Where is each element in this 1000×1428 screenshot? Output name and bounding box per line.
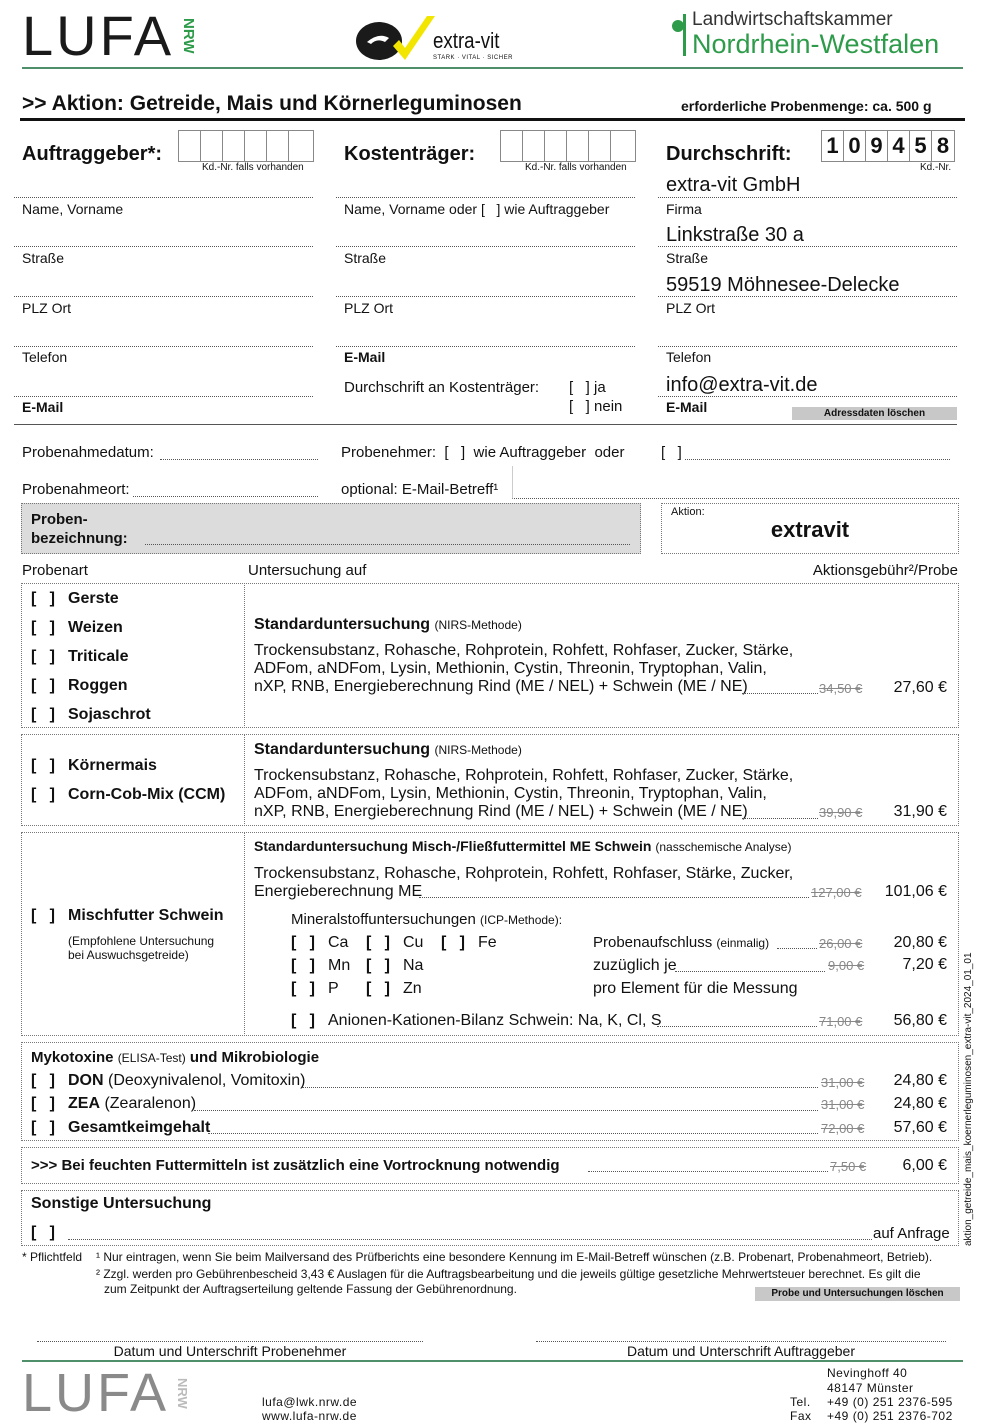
lwk-line2: Nordrhein-Westfalen xyxy=(692,29,940,59)
durchschrift-street-label: Straße xyxy=(666,250,709,266)
copy-to-payer-yes[interactable]: [ ] ja xyxy=(569,379,606,396)
leader-dots xyxy=(675,958,825,972)
checkbox[interactable]: [ ] xyxy=(31,648,55,665)
checkbox[interactable]: [ ] xyxy=(31,786,55,803)
clear-address-button[interactable]: Adressdaten löschen xyxy=(792,407,957,420)
other-title: Sonstige Untersuchung xyxy=(31,1195,212,1212)
mineral-grid: [ ] Ca [ ] Cu [ ] Fe [ ] Mn [ ] Na [ ] P [ ] Zn xyxy=(291,934,497,1003)
old-price: 34,50 € xyxy=(819,681,863,696)
per-element-note: pro Element für die Messung xyxy=(593,980,798,997)
lwk-line1: Landwirtschaftskammer xyxy=(692,9,893,30)
compound-note-1: (Empfohlene Untersuchung xyxy=(68,934,215,948)
sample-name-label-1: Proben- xyxy=(31,511,88,528)
list-item[interactable]: [ ] Roggen xyxy=(31,677,151,706)
sampling-place-input[interactable] xyxy=(133,481,318,497)
checkbox[interactable]: [ ] xyxy=(291,934,315,951)
list-item[interactable]: [ ] Gerste xyxy=(31,590,151,619)
client-signature-label: Datum und Unterschrift Auftraggeber xyxy=(626,1343,855,1359)
auftraggeber-phone-label: Telefon xyxy=(22,349,68,365)
checkbox[interactable]: [ ] xyxy=(31,619,55,636)
kostentraeger-name-input[interactable] xyxy=(336,172,635,198)
sampling-date-input[interactable] xyxy=(160,444,318,460)
checkbox[interactable]: [ ] xyxy=(31,757,55,774)
footnote-2b: zum Zeitpunkt der Auftragserteilung geltende Fassung der Gebührenordnung. xyxy=(104,1282,517,1296)
checkbox[interactable]: [ ] xyxy=(366,980,390,997)
checkbox[interactable]: [ ] xyxy=(291,1012,315,1029)
price: 31,90 € xyxy=(893,803,947,820)
price: 57,60 € xyxy=(893,1119,947,1136)
kostentraeger-kdnr-field[interactable] xyxy=(500,130,636,162)
block2-line3: nXP, RNB, Energieberechnung Rind (ME / NEL) + Schwein (ME / NE) xyxy=(254,803,748,820)
compound-note-2: bei Auswuchsgetreide) xyxy=(68,948,189,962)
title-rule xyxy=(20,118,965,121)
old-price: 7,50 € xyxy=(830,1159,867,1174)
page-title: >> Aktion: Getreide, Mais und Körnerleguminosen xyxy=(22,92,522,115)
checkbox[interactable]: [ ] xyxy=(31,677,55,694)
price: 101,06 € xyxy=(884,883,947,900)
checkbox[interactable]: [ ] xyxy=(31,1072,55,1089)
block2-line1: Trockensubstanz, Rohasche, Rohprotein, Rohfett, Rohfaser, Zucker, Stärke, xyxy=(254,767,794,784)
checkbox[interactable]: [ ] xyxy=(291,980,315,997)
sampler-label[interactable]: Probenehmer: [ ] wie Auftraggeber oder xyxy=(341,444,625,461)
durchschrift-kd-note: Kd.-Nr. xyxy=(920,162,952,173)
lwk-bar-icon xyxy=(683,14,686,56)
leader-dots xyxy=(742,805,818,819)
sampling-place-label: Probenahmeort: xyxy=(22,481,130,498)
list-item[interactable]: [ ] Weizen xyxy=(31,619,151,648)
myko-title: Mykotoxine (ELISA-Test) und Mikrobiologie xyxy=(31,1049,320,1066)
leader-dots xyxy=(588,1158,828,1172)
drying-text: >>> Bei feuchten Futtermitteln ist zusätzlich eine Vortrocknung notwendig xyxy=(31,1157,560,1174)
footnote-2a: ² Zzgl. werden pro Gebührenbescheid 3,43 € Auslagen für die Auftragsbearbeitung und die jeweils gültige gesetzliche Mehrwertsteuer berechnet. Es gilt die xyxy=(96,1267,921,1281)
block2-line2: ADFom, aNDFom, Lysin, Methionin, Cystin, Threonin, Tryptophan, Valin, xyxy=(254,785,767,802)
leader-dots xyxy=(194,1097,818,1111)
block1-line1: Trockensubstanz, Rohasche, Rohprotein, Rohfett, Rohfaser, Zucker, Stärke, xyxy=(254,642,794,659)
other-input[interactable] xyxy=(68,1226,872,1240)
auftraggeber-email-label: E-Mail xyxy=(22,399,64,415)
checkbox[interactable]: [ ] xyxy=(31,1095,55,1112)
old-price: 31,00 € xyxy=(821,1097,865,1112)
kostentraeger-plz-input[interactable] xyxy=(336,270,635,297)
col-header-analysis: Untersuchung auf xyxy=(248,562,367,579)
client-signature-line[interactable] xyxy=(536,1330,946,1342)
price: 20,80 € xyxy=(893,934,947,951)
block3-line2: Energieberechnung ME xyxy=(254,883,423,900)
checkbox[interactable]: [ ] xyxy=(31,706,55,723)
price: 27,60 € xyxy=(893,679,947,696)
leader-dots xyxy=(208,1120,818,1134)
durchschrift-phone-label: Telefon xyxy=(666,349,712,365)
kostentraeger-street-input[interactable] xyxy=(336,220,635,247)
kd-digit: 5 xyxy=(910,131,932,161)
per-element-label: zuzüglich je xyxy=(593,957,677,974)
auftraggeber-plz-label: PLZ Ort xyxy=(22,300,72,316)
durchschrift-phone-input[interactable] xyxy=(658,320,957,347)
footnote-1: ¹ Nur eintragen, wenn Sie beim Mailversand des Prüfberichts eine besondere Kennung im E-Mail-Betreff wünschen (z.B. Probenart, Probenahmeort, Betrieb). xyxy=(96,1250,933,1264)
checkbox[interactable]: [ ] xyxy=(31,907,55,924)
auftraggeber-plz-input[interactable] xyxy=(14,270,313,297)
price: 7,20 € xyxy=(902,956,947,973)
block-cereals-divider xyxy=(244,583,245,728)
kd-digit: 9 xyxy=(866,131,888,161)
old-price: 9,00 € xyxy=(828,958,865,973)
footer-tel: +49 (0) 251 2376-595 xyxy=(827,1395,953,1409)
auftraggeber-email-input[interactable] xyxy=(14,370,313,397)
list-item[interactable]: [ ] Corn-Cob-Mix (CCM) xyxy=(31,786,225,815)
list-item[interactable]: [ ] Sojaschrot xyxy=(31,706,151,735)
block1-line3: nXP, RNB, Energieberechnung Rind (ME / NEL) + Schwein (ME / NE) xyxy=(254,678,748,695)
footer-tel-label: Tel. xyxy=(790,1395,811,1409)
old-price: 127,00 € xyxy=(811,885,862,900)
old-price: 26,00 € xyxy=(819,936,863,951)
kostentraeger-title: Kostenträger: xyxy=(344,143,476,165)
sampler-other-input[interactable] xyxy=(685,444,950,460)
document-id: aktion_getreide_mais_koernerleguminosen_extra-vit_2024_01_01 xyxy=(963,952,974,1246)
block1-title: Standarduntersuchung (NIRS-Methode) xyxy=(254,616,522,633)
lufa-logo-text: LUFA xyxy=(22,4,175,67)
price: 24,80 € xyxy=(893,1095,947,1112)
kostentraeger-email-label: E-Mail xyxy=(344,349,386,365)
col-header-fee: Aktionsgebühr²/Probe xyxy=(812,562,958,579)
auftraggeber-kdnr-field[interactable] xyxy=(178,130,314,162)
email-subject-input[interactable] xyxy=(512,466,959,499)
durchschrift-email-input[interactable]: info@extra-vit.de xyxy=(658,370,957,397)
sampling-date-label: Probenahmedatum: xyxy=(22,444,154,461)
footer-fax-label: Fax xyxy=(790,1409,812,1423)
auftraggeber-phone-input[interactable] xyxy=(14,320,313,347)
aktion-value: extravit xyxy=(770,517,850,542)
block3-line1: Trockensubstanz, Rohasche, Rohprotein, Rohfett, Rohfaser, Stärke, Zucker, xyxy=(254,865,794,882)
checkbox[interactable]: [ ] xyxy=(366,957,390,974)
extravit-logo-text: extra-vit xyxy=(433,28,500,53)
footer-lufa-logo: LUFA NRW xyxy=(22,1363,191,1423)
lufa-logo xyxy=(22,4,198,67)
leader-dots xyxy=(657,1013,817,1027)
auftraggeber-name-label: Name, Vorname xyxy=(22,201,124,217)
kostentraeger-plz-label: PLZ Ort xyxy=(344,300,394,316)
maize-list xyxy=(31,757,225,815)
checkbox[interactable]: [ ] xyxy=(366,934,390,951)
leader-dots xyxy=(777,935,817,949)
akb-item[interactable]: [ ] Anionen-Kationen-Bilanz Schwein: Na, K, Cl, S xyxy=(291,1012,662,1029)
checkbox[interactable]: [ ] xyxy=(31,590,55,607)
sample-name-input[interactable] xyxy=(145,531,630,545)
footer-website[interactable]: www.lufa-nrw.de xyxy=(262,1409,357,1423)
leader-dots xyxy=(302,1074,818,1088)
block1-line2: ADFom, aNDFom, Lysin, Methionin, Cystin, Threonin, Tryptophan, Valin, xyxy=(254,660,767,677)
email-subject-label: optional: E-Mail-Betreff¹ xyxy=(341,481,499,498)
address-rule xyxy=(14,424,957,425)
durchschrift-firma-input[interactable]: extra-vit GmbH xyxy=(658,172,957,198)
block2-title: Standarduntersuchung (NIRS-Methode) xyxy=(254,741,522,758)
footer-fax: +49 (0) 251 2376-702 xyxy=(827,1409,953,1423)
copy-to-payer-no[interactable]: [ ] nein xyxy=(569,398,623,415)
durchschrift-kdnr-field[interactable] xyxy=(821,130,955,162)
kostentraeger-kd-note: Kd.-Nr. falls vorhanden xyxy=(525,162,627,173)
leader-dots xyxy=(742,680,818,694)
kd-digit: 0 xyxy=(844,131,866,161)
old-price: 31,00 € xyxy=(821,1075,865,1090)
checkbox[interactable]: [ ] xyxy=(31,1119,55,1136)
kd-digit: 8 xyxy=(936,133,950,158)
aktion-label: Aktion: xyxy=(671,506,705,518)
sampler-signature-line[interactable] xyxy=(37,1330,423,1342)
auftraggeber-street-input[interactable] xyxy=(14,220,313,247)
old-price: 72,00 € xyxy=(821,1121,865,1136)
price: 56,80 € xyxy=(893,1012,947,1029)
required-note: * Pflichtfeld xyxy=(22,1250,83,1264)
clear-samples-button[interactable]: Probe und Untersuchungen löschen xyxy=(755,1287,960,1301)
aufschluss-label: Probenaufschluss (einmalig) xyxy=(593,934,770,951)
footer-rule xyxy=(22,1360,963,1362)
auftraggeber-title: Auftraggeber*: xyxy=(22,143,163,165)
auftraggeber-kd-note: Kd.-Nr. falls vorhanden xyxy=(202,162,304,173)
durchschrift-plz-label: PLZ Ort xyxy=(666,300,716,316)
checkbox[interactable]: [ ] xyxy=(291,957,315,974)
kd-digit: 4 xyxy=(888,131,910,161)
sample-amount: erforderliche Probenmenge: ca. 500 g xyxy=(681,98,932,114)
kostentraeger-email-input[interactable] xyxy=(336,320,635,347)
price: 6,00 € xyxy=(902,1157,947,1174)
lwk-logo xyxy=(672,10,939,58)
header-rule xyxy=(22,67,963,69)
durchschrift-title: Durchschrift: xyxy=(666,143,792,165)
footer-street: Nevinghoff 40 xyxy=(827,1366,908,1380)
cereals-list xyxy=(31,590,151,735)
col-header-sample-type: Probenart xyxy=(22,562,88,579)
myko-row-zea[interactable]: [ ] ZEA (Zearalenon) xyxy=(31,1095,197,1112)
durchschrift-email-label: E-Mail xyxy=(666,399,708,415)
auftraggeber-name-input[interactable] xyxy=(14,172,313,198)
myko-row-don[interactable]: [ ] DON (Deoxynivalenol, Vomitoxin) xyxy=(31,1072,306,1089)
old-price: 71,00 € xyxy=(819,1014,863,1029)
old-price: 39,90 € xyxy=(819,805,863,820)
kd-digit: 1 xyxy=(822,131,844,161)
compound-feed-item[interactable]: [ ] Mischfutter Schwein xyxy=(31,907,224,924)
checkbox[interactable]: [ ] xyxy=(441,934,465,951)
sample-name-label-2: bezeichnung: xyxy=(31,530,128,547)
extravit-logo xyxy=(355,14,515,64)
leader-dots xyxy=(419,884,809,898)
block3-title: Standarduntersuchung Misch-/Fließfuttermittel ME Schwein (nasschemische Analyse) xyxy=(254,838,792,854)
list-item[interactable]: [ ] Körnermais xyxy=(31,757,225,786)
block-compound-divider xyxy=(244,832,245,1036)
kostentraeger-name-label: Name, Vorname oder [ ] wie Auftraggeber xyxy=(344,201,610,217)
price: 24,80 € xyxy=(893,1072,947,1089)
block-maize-divider xyxy=(244,734,245,826)
extravit-mark-icon xyxy=(355,14,437,64)
footer-email[interactable]: lufa@lwk.nrw.de xyxy=(262,1395,358,1409)
auftraggeber-street-label: Straße xyxy=(22,250,65,266)
other-price: auf Anfrage xyxy=(873,1225,950,1242)
footer-city: 48147 Münster xyxy=(827,1381,914,1395)
myko-row-germcount[interactable]: [ ] Gesamtkeimgehalt xyxy=(31,1119,211,1136)
durchschrift-plz-input[interactable]: 59519 Möhnesee-Delecke xyxy=(658,270,957,297)
lufa-logo-nrw: NRW xyxy=(180,18,198,54)
mineral-title: Mineralstoffuntersuchungen (ICP-Methode): xyxy=(291,911,563,928)
list-item[interactable]: [ ] Triticale xyxy=(31,648,151,677)
durchschrift-street-input[interactable]: Linkstraße 30 a xyxy=(658,220,957,247)
durchschrift-firma-label: Firma xyxy=(666,201,702,217)
sampler-signature-label: Datum und Unterschrift Probenehmer xyxy=(113,1343,347,1359)
kostentraeger-street-label: Straße xyxy=(344,250,387,266)
extravit-tagline: STARK · VITAL · SICHER xyxy=(433,55,513,61)
sampler-other-checkbox[interactable]: [ ] xyxy=(661,444,682,461)
copy-to-payer-label: Durchschrift an Kostenträger: xyxy=(344,379,540,396)
other-checkbox[interactable]: [ ] xyxy=(31,1224,55,1241)
